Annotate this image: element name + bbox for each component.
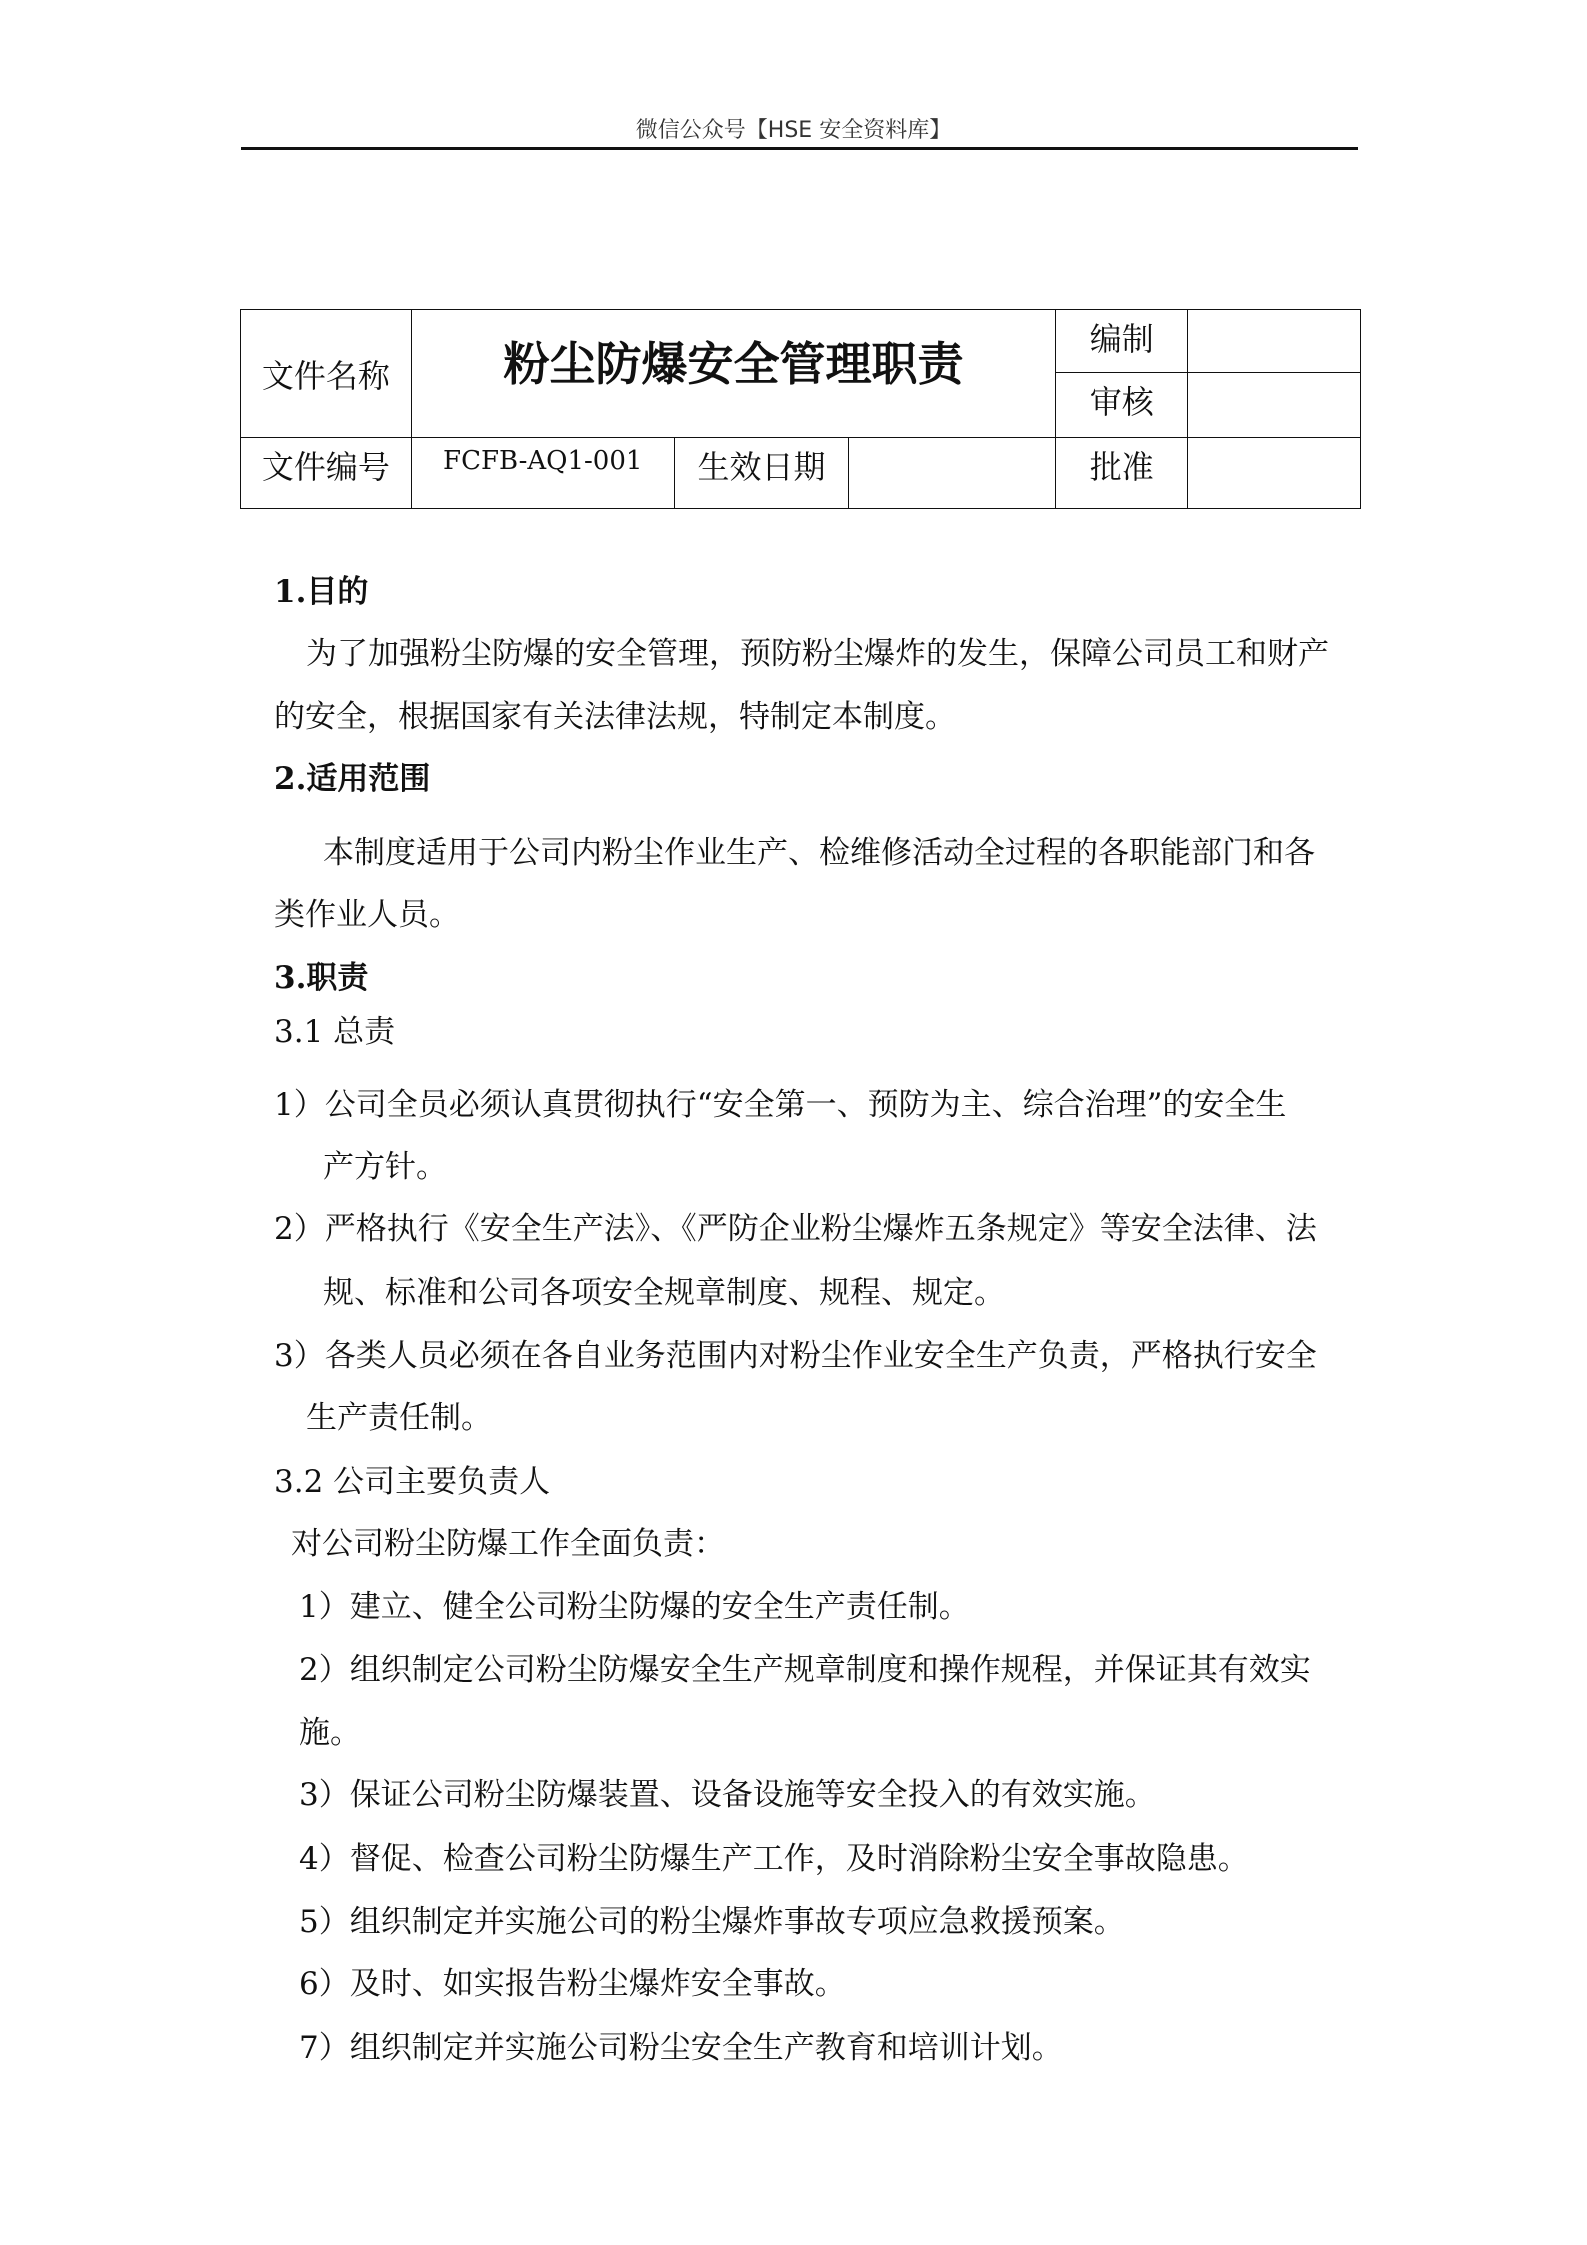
list-item: 2）严格执行《安全生产法》、《严防企业粉尘爆炸五条规定》等安全法律、法	[274, 1211, 1317, 1247]
section-heading: 1.目的	[274, 574, 369, 610]
file-number-label: 文件编号	[241, 438, 412, 509]
section-heading: 3.职责	[274, 960, 369, 996]
approve-label: 批准	[1056, 438, 1188, 509]
file-number: FCFB-AQ1-001	[411, 438, 674, 509]
list-item: 6）及时、如实报告粉尘爆炸安全事故。	[299, 1966, 846, 2002]
review-value	[1188, 373, 1361, 438]
list-item-continuation: 生产责任制。	[306, 1400, 492, 1436]
list-item: 1）公司全员必须认真贯彻执行“安全第一、预防为主、综合治理”的安全生	[274, 1087, 1287, 1123]
approve-value	[1188, 438, 1361, 509]
header-divider	[241, 147, 1358, 150]
effective-date-value	[849, 438, 1056, 509]
subsection-heading: 3.1 总责	[274, 1014, 396, 1050]
paragraph-line: 类作业人员。	[274, 897, 460, 933]
subsection-heading: 3.2 公司主要负责人	[274, 1464, 551, 1500]
list-item: 3）各类人员必须在各自业务范围内对粉尘作业安全生产负责，严格执行安全	[274, 1338, 1317, 1374]
list-item-continuation: 施。	[299, 1715, 361, 1751]
paragraph-line: 对公司粉尘防爆工作全面负责：	[291, 1526, 725, 1562]
list-item: 4）督促、检查公司粉尘防爆生产工作，及时消除粉尘安全事故隐患。	[299, 1841, 1249, 1877]
list-item: 2）组织制定公司粉尘防爆安全生产规章制度和操作规程，并保证其有效实	[299, 1652, 1311, 1688]
list-item-continuation: 产方针。	[323, 1149, 447, 1185]
paragraph-line: 本制度适用于公司内粉尘作业生产、检维修活动全过程的各职能部门和各	[323, 835, 1315, 871]
paragraph-line: 为了加强粉尘防爆的安全管理，预防粉尘爆炸的发生，保障公司员工和财产	[306, 636, 1329, 672]
list-item-continuation: 规、标准和公司各项安全规章制度、规程、规定。	[323, 1275, 1005, 1311]
effective-date-label: 生效日期	[674, 438, 849, 509]
list-item: 3）保证公司粉尘防爆装置、设备设施等安全投入的有效实施。	[299, 1777, 1156, 1813]
review-label: 审核	[1056, 373, 1188, 438]
list-item: 5）组织制定并实施公司的粉尘爆炸事故专项应急救援预案。	[299, 1904, 1125, 1940]
list-item: 1）建立、健全公司粉尘防爆的安全生产责任制。	[299, 1589, 970, 1625]
document-info-table	[240, 309, 1361, 509]
section-heading: 2.适用范围	[274, 761, 431, 797]
file-name-label: 文件名称	[241, 310, 412, 438]
paragraph-line: 的安全，根据国家有关法律法规，特制定本制度。	[274, 699, 956, 735]
page-header: 微信公众号【HSE 安全资料库】	[635, 118, 952, 143]
compile-label: 编制	[1056, 310, 1188, 373]
document-title: 粉尘防爆安全管理职责	[411, 310, 1055, 438]
compile-value	[1188, 310, 1361, 373]
list-item: 7）组织制定并实施公司粉尘安全生产教育和培训计划。	[299, 2030, 1063, 2066]
